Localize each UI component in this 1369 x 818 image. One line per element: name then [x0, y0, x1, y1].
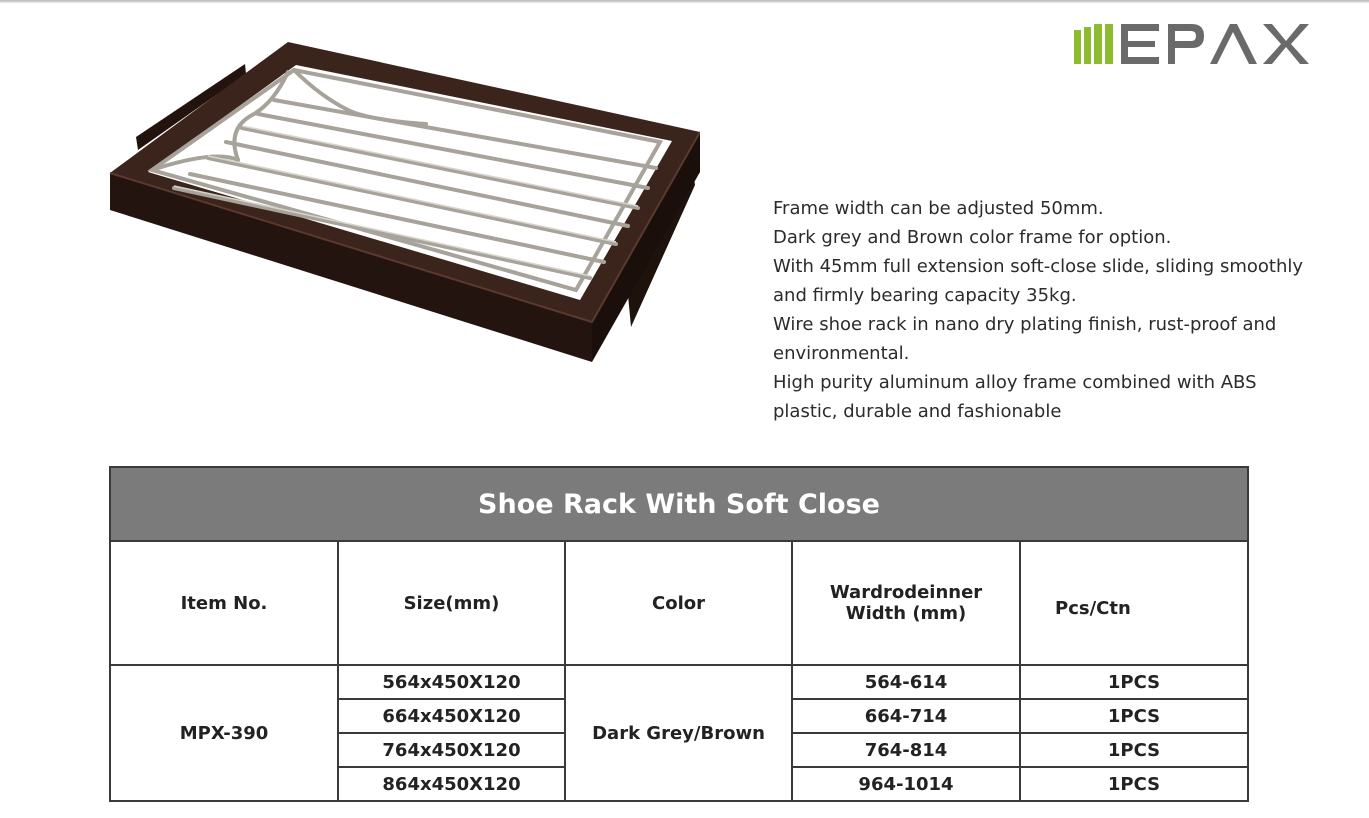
table-header-row — [110, 541, 1248, 665]
top-divider — [0, 0, 1369, 3]
size-cell: 764x450X120 — [338, 733, 565, 767]
table-row — [110, 665, 1248, 699]
header-width-line1: Wardrodeinner — [829, 582, 983, 603]
description-line: Frame width can be adjusted 50mm. — [773, 198, 1104, 219]
color-cell: Dark Grey/Brown — [565, 665, 792, 801]
width-cell: 764-814 — [792, 733, 1020, 767]
size-cell: 664x450X120 — [338, 699, 565, 733]
header-wardrobe-width — [792, 541, 1020, 665]
width-cell: 664-714 — [792, 699, 1020, 733]
shoe-rack-product-image — [108, 40, 700, 365]
width-cell: 964-1014 — [792, 767, 1020, 801]
pcs-cell: 1PCS — [1020, 699, 1248, 733]
pcs-cell: 1PCS — [1020, 733, 1248, 767]
size-cell: 564x450X120 — [338, 665, 565, 699]
description-line: and firmly bearing capacity 35kg. — [773, 285, 1077, 306]
table-title: Shoe Rack With Soft Close — [110, 467, 1248, 541]
description-line: plastic, durable and fashionable — [773, 401, 1062, 422]
description-line: Dark grey and Brown color frame for option. — [773, 227, 1172, 248]
header-width-line2: Width (mm) — [845, 603, 967, 624]
header-item-no: Item No. — [110, 541, 338, 665]
item-number-cell: MPX-390 — [110, 665, 338, 801]
header-pcs-ctn: Pcs/Ctn — [1020, 541, 1248, 665]
header-size: Size(mm) — [338, 541, 565, 665]
product-description — [773, 194, 1333, 426]
description-line: Wire shoe rack in nano dry plating finish, rust-proof and — [773, 314, 1277, 335]
pcs-cell: 1PCS — [1020, 665, 1248, 699]
header-color: Color — [565, 541, 792, 665]
width-cell: 564-614 — [792, 665, 1020, 699]
pcs-cell: 1PCS — [1020, 767, 1248, 801]
size-cell: 864x450X120 — [338, 767, 565, 801]
description-line: High purity aluminum alloy frame combined with ABS — [773, 372, 1257, 393]
spec-table — [109, 466, 1249, 802]
description-line: With 45mm full extension soft-close slide, sliding smoothly — [773, 256, 1304, 277]
mepax-logo — [1074, 24, 1310, 64]
description-line: environmental. — [773, 343, 910, 364]
